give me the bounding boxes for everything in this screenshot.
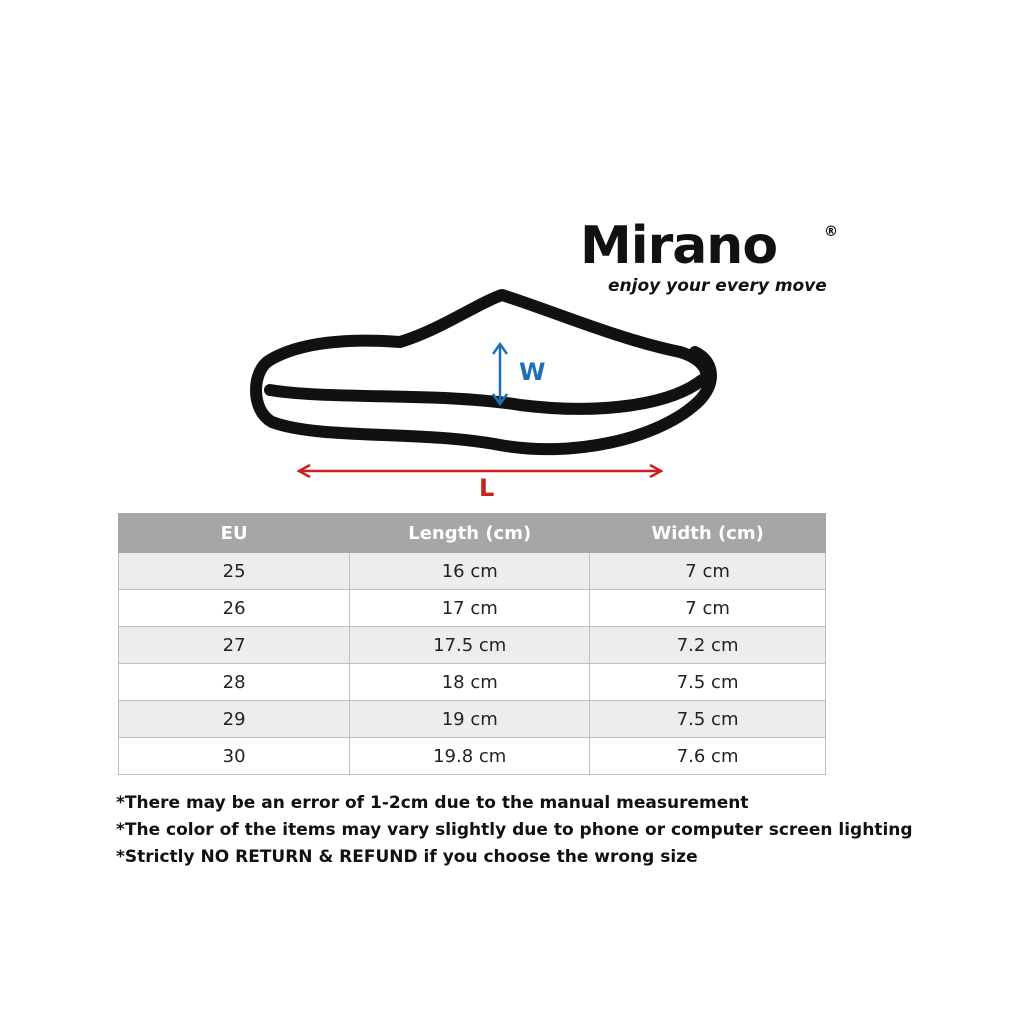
- note-no-return: *Strictly NO RETURN & REFUND if you choose the wrong size: [116, 847, 698, 867]
- cell-length: 16 cm: [350, 553, 590, 590]
- cell-width: 7 cm: [590, 590, 826, 627]
- registered-mark: ®: [824, 224, 838, 240]
- notes: [116, 790, 913, 871]
- header-width: Width (cm): [590, 514, 826, 553]
- cell-eu: 28: [119, 664, 350, 701]
- brand-name: Mirano: [580, 216, 778, 276]
- table-row: [119, 553, 826, 590]
- cell-eu: 26: [119, 590, 350, 627]
- cell-width: 7.2 cm: [590, 627, 826, 664]
- header-eu: EU: [119, 514, 350, 553]
- table-header-row: [119, 514, 826, 553]
- shoe-diagram: [240, 280, 740, 500]
- table-row: [119, 627, 826, 664]
- cell-eu: 29: [119, 701, 350, 738]
- cell-length: 17 cm: [350, 590, 590, 627]
- note-measurement-error: *There may be an error of 1-2cm due to the manual measurement: [116, 793, 749, 813]
- cell-width: 7.5 cm: [590, 664, 826, 701]
- width-label: W: [519, 358, 546, 386]
- header-length: Length (cm): [350, 514, 590, 553]
- table-row: [119, 738, 826, 775]
- length-label: L: [479, 474, 495, 502]
- cell-width: 7 cm: [590, 553, 826, 590]
- cell-eu: 30: [119, 738, 350, 775]
- cell-length: 19.8 cm: [350, 738, 590, 775]
- size-table: [118, 513, 826, 775]
- table-row: [119, 664, 826, 701]
- cell-length: 17.5 cm: [350, 627, 590, 664]
- cell-eu: 27: [119, 627, 350, 664]
- note-color-variance: *The color of the items may vary slightly due to phone or computer screen lighting: [116, 820, 913, 840]
- cell-length: 19 cm: [350, 701, 590, 738]
- cell-width: 7.5 cm: [590, 701, 826, 738]
- width-arrow: [493, 344, 507, 404]
- table-row: [119, 590, 826, 627]
- cell-length: 18 cm: [350, 664, 590, 701]
- table-row: [119, 701, 826, 738]
- brand-tagline: enjoy your every move: [608, 276, 827, 296]
- cell-eu: 25: [119, 553, 350, 590]
- cell-width: 7.6 cm: [590, 738, 826, 775]
- clog-outline-icon: [256, 295, 711, 449]
